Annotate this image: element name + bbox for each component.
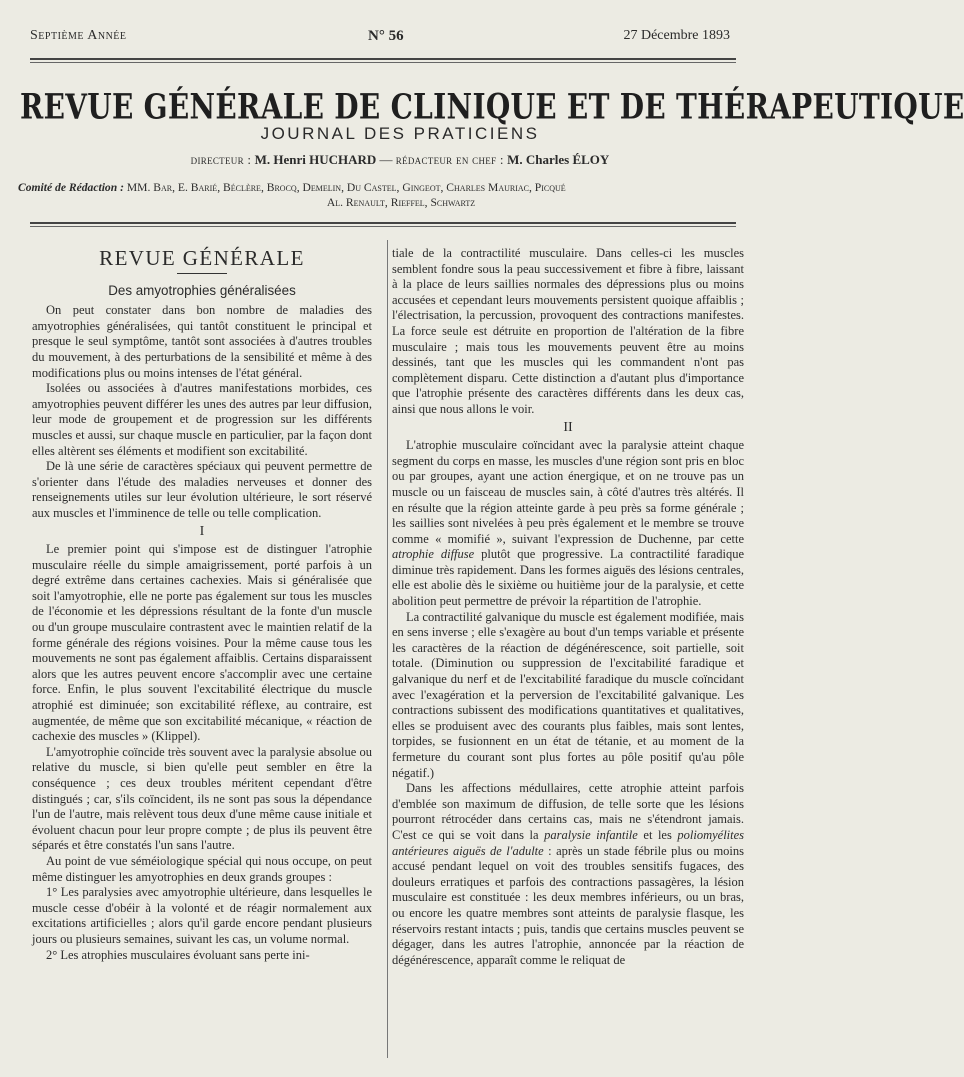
editor-name: M. Charles ÉLOY <box>507 152 610 167</box>
section-numeral: I <box>199 523 205 539</box>
editorial-staff <box>20 152 780 168</box>
paragraph: Isolées ou associées à d'autres manifestations morbides, ces amyotrophies peuvent différer les unes des autres par leur diffusion, leur mode de groupement et de progression sur les différents muscles et aussi, sur chaque muscle en particulier, par la façon dont elles altèrent ses éléments et modifient son excitabilité. <box>32 381 372 458</box>
paragraph: L'amyotrophie coïncide très souvent avec la paralysie absolue ou relative du muscle, si bien qu'elle peut sembler en être la conséquence ; ces deux troubles méritent cependant d'être distingués ; car, s'ils coïncident, ils ne sont pas sous la dépendance l'un de l'autre, mais relèvent tous deux d'une même cause initiale et évoluent chacun pour leur propre compte ; de plus ils peuvent être séparés et être constatés l'un sans l'autre. <box>32 744 372 853</box>
header-rule-thin <box>30 62 736 63</box>
masthead-rule <box>30 222 736 224</box>
article-left-column <box>32 246 372 963</box>
journal-subtitle: JOURNAL DES PRATICIENS <box>260 124 540 143</box>
text-run: L'atrophie musculaire coïncidant avec la paralysie atteint chaque segment du corps en masse, les muscles d'une région sont pris en bloc ou par groupes, ayant une action énergique, et on ne trouve pas un muscle ou un faisceau de muscles sain, à côté d'autres très altérés. Il en résulte que la région atteinte garde à peu près sa forme générale ; les saillies sont nivelées à peu près également et le membre se trouve comme « momifié », suivant l'expression de Duchenne, par cette <box>392 438 744 546</box>
text-run: : après un stade fébrile plus ou moins accusé pendant lequel on voit des troubles sensitifs fugaces, des douleurs erratiques et parfois des contractions passagères, la lésion musculaire est constituée : les deux membres inférieurs, ou un bras, ou encore les quatre membres sont atteints de paralysie flasque, les réservoirs restant intacts ; puis, tandis que certains muscles peuvent se dégager, dans les autres l'atrophie, annoncée par la réaction de dégénérescence, apparaît comme le reliquat de <box>392 843 744 967</box>
journal-title: REVUE GÉNÉRALE DE CLINIQUE ET DE THÉRAPEUTIQUE <box>20 86 964 128</box>
text-run: et les <box>643 827 672 842</box>
article-right-column <box>392 246 744 968</box>
paragraph: tiale de la contractilité musculaire. Dans celles-ci les muscles semblent fondre sous la peau successivement et fibre à fibre, laissant à la place de leurs saillies normales des dépressions plus ou moins accusées et cependant leurs mouvements persistent quoique affaiblis ; l'électrisation, la percussion, provoquent des contractions manifestes. La force seule est détruite en proportion de l'altération de la fibre musculaire ; mais tous les mouvements peuvent être au moins dessinés, tant que les muscles qui les commandent n'ont pas complètement disparu. Cette distinction a d'autant plus d'importance que l'atrophie présente des caractères différents dans les deux cas, ainsi que nous allons le voir. <box>392 246 744 416</box>
paragraph: On peut constater dans bon nombre de maladies des amyotrophies généralisées, qui tantôt constituent le principal et presque le seul symptôme, tantôt sont associées à d'autres troubles du mouvement, à des perturbations de la sensibilité et même à des modifications plus ou moins intenses de l'état général. <box>32 303 372 380</box>
director-label: directeur : <box>190 152 252 167</box>
emphasis: paralysie infantile <box>544 827 638 842</box>
paragraph: 1° Les paralysies avec amyotrophie ultérieure, dans lesquelles le muscle cesse d'obéir à la volonté et de réagir normalement aux excitations artificielles ; alors qu'il garde encore pendant plusieurs jours ou plusieurs semaines, suivant les cas, un volume normal. <box>32 885 372 946</box>
header-rule <box>30 58 736 60</box>
paragraph: 2° Les atrophies musculaires évoluant sans perte ini- <box>46 947 310 962</box>
issue-year: Septième Année <box>30 28 127 43</box>
section-numeral: II <box>563 419 573 435</box>
text-run: Dans les affections médullaires, cette atrophie atteint parfois d'emblée son maximum de diffusion, de telle sorte que les lésions pourront rétrocéder dans certains cas, mais ne s'étendront jamais. C'est ce qui se voit dans la <box>392 781 744 842</box>
paragraph: Le premier point qui s'impose est de distinguer l'atrophie musculaire réelle du simple amaigrissement, porté parfois à un degré extrême dans certaines cachexies. Mais si généralisée que soit l'amyotrophie, elle ne porte pas également sur tous les muscles de l'économie et les dépressions résultant de la fonte d'un muscle ou d'un groupe musculaire contrastent avec le maintien relatif de la forme générale des régions voisines. Pour la même cause tous les mouvements ne sont pas également affaiblis. Certains disparaissent alors que les autres peuvent encore s'accomplir avec une certaine force. Enfin, le plus souvent l'excitabilité électrique du muscle atrophié est diminuée; son excitabilité réflexe, au contraire, est augmentée, de même que son excitabilité mécanique, « réaction de cachexie des muscles » (Klippel). <box>32 542 372 744</box>
issue-date: 27 Décembre 1893 <box>623 28 730 43</box>
director-name: M. Henri HUCHARD <box>254 152 377 167</box>
article-title: Des amyotrophies généralisées <box>108 282 296 298</box>
emphasis: atrophie diffuse <box>392 547 475 562</box>
masthead-rule-thin <box>30 226 736 227</box>
editor-label: rédacteur en chef : <box>395 152 504 167</box>
text-run: plutôt que progressive. La contractilité faradique diminue très rapidement. Dans les formes aiguës des lésions centrales, elle est abolie dès le sixième ou huitième jour de la paralysie, et cette abolition peut permettre de prévoir la répartition de l'atrophie. <box>392 547 744 609</box>
paragraph: La contractilité galvanique du muscle est également modifiée, mais en sens inverse ; elle s'exagère au bout d'un temps variable et présente les caractères de la réaction de dégénérescence, soit partielle, soit totale. (Diminution ou suppression de l'excitabilité faradique et galvanique du nerf et de l'excitabilité faradique du muscle coïncidant avec l'exagération et la perversion de l'excitabilité galvanique. Les contractions subissent des modifications quantitatives et qualitatives, elles se produisent avec des courants plus faibles, mais sont lentes, torpides, se fusionnent en un état de tétanie, et au moment de la fermeture du courant sont plus fortes au pôle positif qu'au pôle négatif.) <box>392 609 744 780</box>
section-heading: REVUE GÉNÉRALE <box>99 246 305 270</box>
paragraph: Au point de vue séméiologique spécial qui nous occupe, on peut même distinguer les amyotrophies en deux grands groupes : <box>32 853 372 884</box>
issue-number: N° 56 <box>368 28 404 44</box>
editorial-committee <box>18 180 784 210</box>
issue-header <box>30 28 730 48</box>
committee-members-line2: Al. Renault, Rieffel, Schwartz <box>326 196 476 209</box>
paragraph <box>392 438 744 610</box>
column-divider <box>387 240 388 1058</box>
committee-members-line1: MM. Bar, E. Barié, Béclère, Brocq, Demelin, Du Castel, Gingeot, Charles Mauriac, Picqué <box>126 181 566 194</box>
committee-label: Comité de Rédaction : <box>18 181 124 194</box>
paragraph <box>392 781 744 968</box>
section-rule <box>177 273 227 274</box>
emphasis: poliomyélites antérieures aiguës de l'adulte <box>392 827 745 858</box>
paragraph: De là une série de caractères spéciaux qui peuvent permettre de s'orienter dans l'étude des maladies nerveuses et donner des renseignements utiles sur leur évolution ultérieure, le sort réservé aux muscles et l'imminence de telle ou telle complication. <box>32 459 372 520</box>
staff-separator: — <box>379 152 393 167</box>
